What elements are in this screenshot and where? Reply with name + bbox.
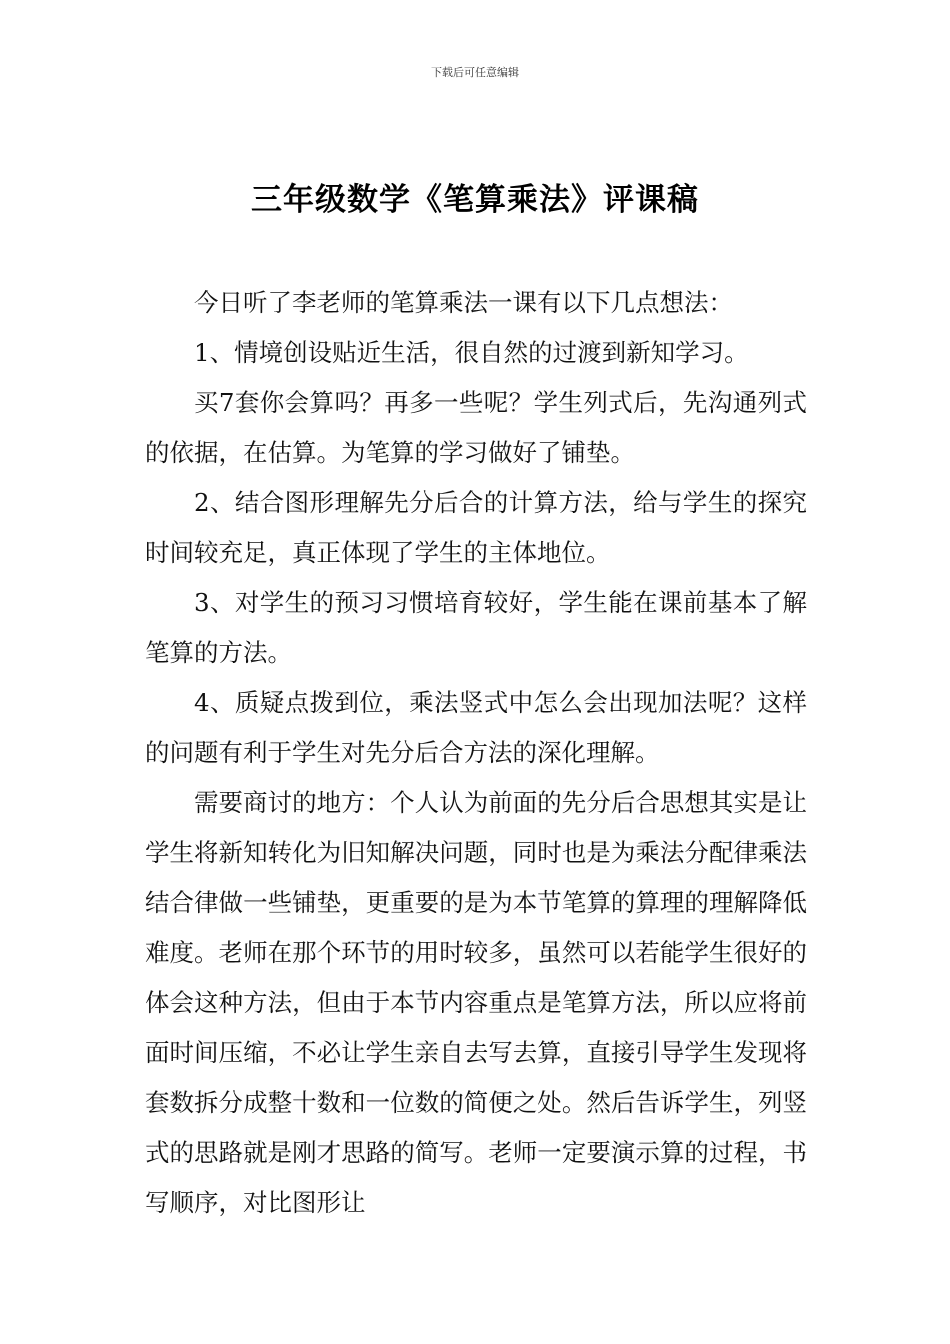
paragraph-discussion: 需要商讨的地方：个人认为前面的先分后合思想其实是让学生将新知转化为旧知解决问题，同时也是为乘法分配律乘法结合律做一些铺垫，更重要的是为本节笔算的算理的理解降低难度。老师在那个环节的用时较多，虽然可以若能学生很好的体会这种方法，但由于本节内容重点是笔算方法，所以应将前面时间压缩，不必让学生亲自去写去算，直接引导学生发现将套数拆分成整十数和一位数的简便之处。然后告诉学生，列竖式的思路就是刚才思路的简写。老师一定要演示算的过程，书写顺序，对比图形让 bbox=[145, 788, 807, 1217]
paragraph-point-1-detail: 买7套你会算吗？再多一些呢？学生列式后，先沟通列式的依据，在估算。为笔算的学习做好了铺垫。 bbox=[145, 388, 807, 467]
document-title: 三年级数学《笔算乘法》评课稿 bbox=[251, 182, 699, 218]
paragraph-point-4: 4、质疑点拨到位，乘法竖式中怎么会出现加法呢？这样的问题有利于学生对先分后合方法的深化理解。 bbox=[145, 688, 807, 767]
paragraph-point-2: 2、结合图形理解先分后合的计算方法，给与学生的探究时间较充足，真正体现了学生的主体地位。 bbox=[145, 488, 807, 567]
header-note: 下载后可任意编辑 bbox=[431, 66, 519, 79]
document-body bbox=[145, 278, 807, 1228]
paragraph-intro: 今日听了李老师的笔算乘法一课有以下几点想法： bbox=[194, 288, 733, 317]
paragraph-point-3: 3、对学生的预习习惯培育较好，学生能在课前基本了解笔算的方法。 bbox=[145, 588, 807, 667]
paragraph-point-1: 1、情境创设贴近生活，很自然的过渡到新知学习。 bbox=[194, 338, 749, 367]
